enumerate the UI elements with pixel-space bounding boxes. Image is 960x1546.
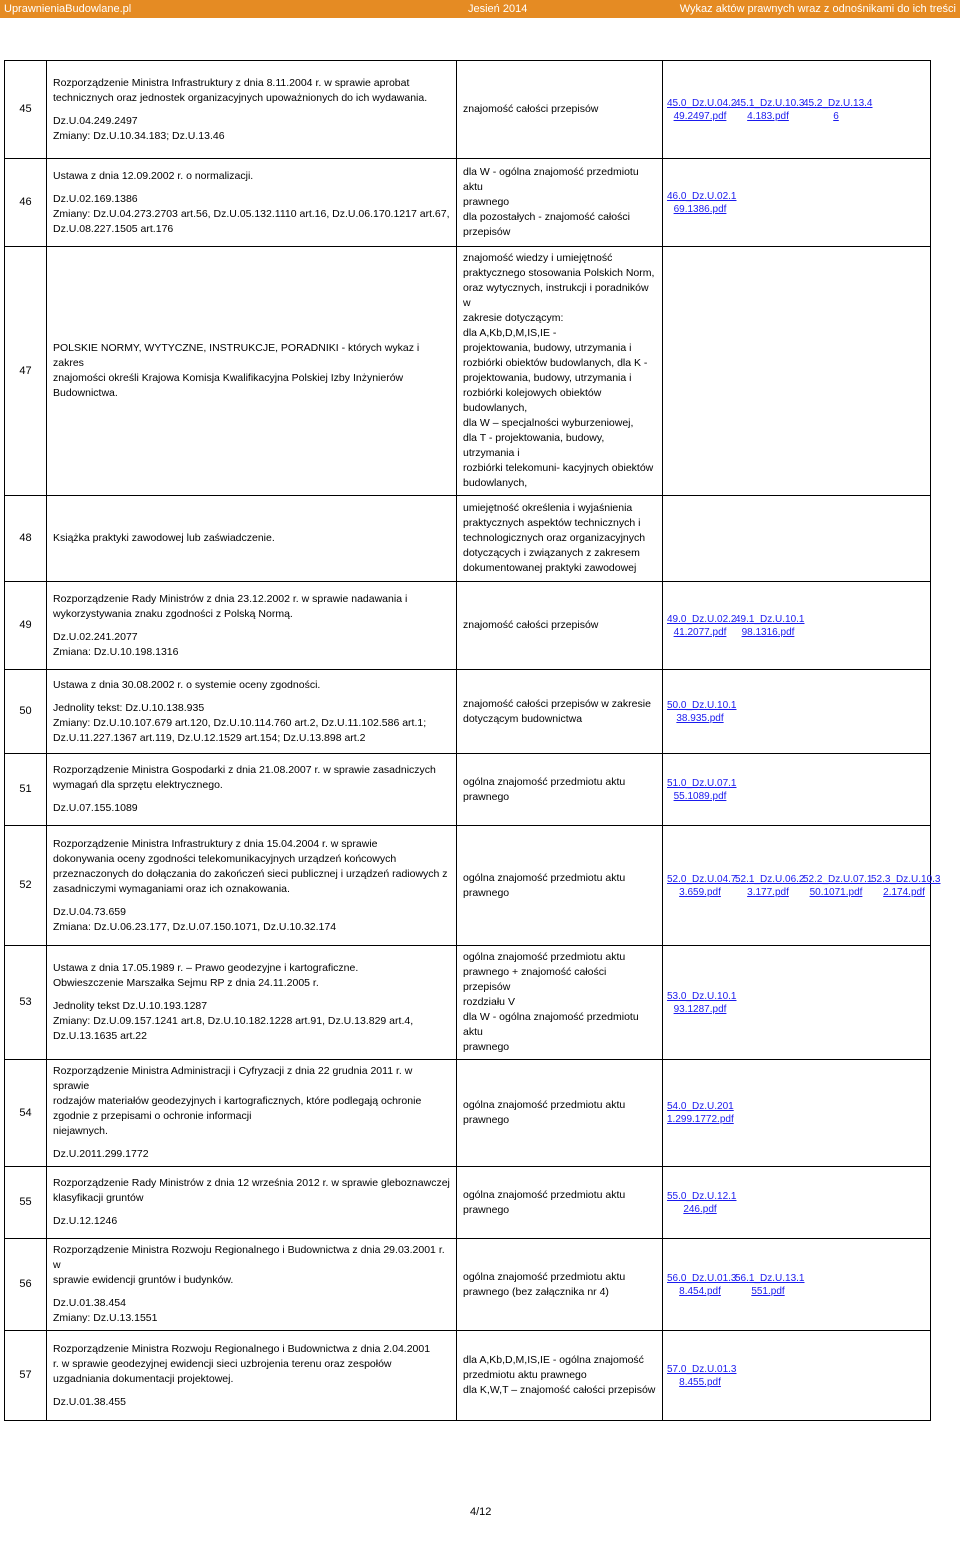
table-row [5, 159, 931, 247]
knowledge-scope [457, 1060, 663, 1167]
document-links [663, 946, 931, 1060]
table-row [5, 61, 931, 159]
act-description [47, 1167, 457, 1239]
row-number: 57 [5, 1331, 47, 1421]
table-row [5, 582, 931, 670]
act-description [47, 61, 457, 159]
row-number: 46 [5, 159, 47, 247]
knowledge-scope [457, 1239, 663, 1331]
act-description [47, 1060, 457, 1167]
table-row [5, 496, 931, 582]
pdf-link[interactable]: 57.0_Dz.U.01.3 8.455.pdf [667, 1363, 737, 1388]
pdf-link[interactable]: 45.1_Dz.U.10.3 4.183.pdf [735, 97, 805, 122]
act-description [47, 582, 457, 670]
scope-text: dla W - ogólna znajomość przedmiotu aktu prawnego dla pozostałych - znajomość całości przepisów [463, 166, 639, 238]
row-number: 48 [5, 496, 47, 582]
knowledge-scope [457, 670, 663, 754]
row-number: 54 [5, 1060, 47, 1167]
act-description [47, 1331, 457, 1421]
act-text: Dz.U.2011.299.1772 [53, 1148, 149, 1160]
act-text: Dz.U.07.155.1089 [53, 802, 138, 814]
act-text: Dz.U.04.73.659 Zmiana: Dz.U.06.23.177, Dz.U.07.150.1071, Dz.U.10.32.174 [53, 905, 337, 933]
pdf-link[interactable]: 56.0_Dz.U.01.3 8.454.pdf [667, 1272, 737, 1297]
act-text: Jednolity tekst: Dz.U.10.138.935 Zmiany: Dz.U.10.107.679 art.120, Dz.U.10.114.760 art.2, Dz.U.11.102.586 art.1; Dz.U.11.227.1367 art.119, Dz.U.12.1529 art.154; Dz.U.13.898 art.2 [53, 701, 427, 744]
act-text: Dz.U.12.1246 [53, 1215, 118, 1227]
pdf-link[interactable]: 54.0_Dz.U.201 1.299.1772.pdf [667, 1101, 734, 1125]
knowledge-scope [457, 754, 663, 826]
act-description [47, 159, 457, 247]
table-row [5, 670, 931, 754]
act-text: Rozporządzenie Ministra Administracji i Cyfryzacji z dnia 22 grudnia 2011 r. w sprawie rodzajów materiałów geodezyjnych i kartograficznych, które podlegają ochronie zgodnie z przepisami o ochronie informacji niejawnych. [53, 1065, 422, 1137]
act-text: Jednolity tekst Dz.U.10.193.1287 Zmiany: Dz.U.09.157.1241 art.8, Dz.U.10.182.1228 art.91, Dz.U.13.829 art.4, Dz.U.13.1635 art.22 [53, 1000, 414, 1042]
act-text: Rozporządzenie Rady Ministrów z dnia 12 września 2012 r. w sprawie gleboznawczej klasyfikacji gruntów [53, 1177, 450, 1204]
act-description [47, 496, 457, 582]
scope-text: ogólna znajomość przedmiotu aktu prawnego + znajomość całości przepisów rozdziału V dla W - ogólna znajomość przedmiotu aktu prawnego [463, 951, 639, 1053]
document-links [663, 496, 931, 582]
scope-text: ogólna znajomość przedmiotu aktu prawnego [463, 871, 626, 899]
document-links [663, 61, 931, 159]
scope-text: ogólna znajomość przedmiotu aktu prawnego [463, 775, 626, 803]
act-description [47, 826, 457, 946]
row-number: 52 [5, 826, 47, 946]
pdf-link[interactable]: 53.0_Dz.U.10.1 93.1287.pdf [667, 990, 737, 1015]
table-row [5, 946, 931, 1060]
row-number: 56 [5, 1239, 47, 1331]
knowledge-scope [457, 1331, 663, 1421]
table-row [5, 1239, 931, 1331]
row-number: 47 [5, 247, 47, 496]
pdf-link[interactable]: 52.1_Dz.U.06.2 3.177.pdf [735, 873, 805, 898]
pdf-link[interactable]: 46.0_Dz.U.02.1 69.1386.pdf [667, 190, 737, 215]
pdf-link[interactable]: 50.0_Dz.U.10.1 38.935.pdf [667, 699, 737, 724]
act-text: Dz.U.02.241.2077 Zmiana: Dz.U.10.198.1316 [53, 630, 179, 658]
document-links [663, 826, 941, 946]
scope-text: dla A,Kb,D,M,IS,IE - ogólna znajomość przedmiotu aktu prawnego dla K,W,T – znajomość całości przepisów [463, 1354, 656, 1396]
act-description [47, 1239, 457, 1331]
pdf-link[interactable]: 52.3_Dz.U.10.3 2.174.pdf [871, 873, 941, 898]
document-links [663, 1060, 931, 1167]
pdf-link[interactable]: 49.1_Dz.U.10.1 98.1316.pdf [735, 613, 805, 638]
legal-acts-table [4, 60, 941, 1421]
document-links [663, 670, 931, 754]
row-number: 45 [5, 61, 47, 159]
pdf-link[interactable]: 45.0_Dz.U.04.2 49.2497.pdf [667, 97, 737, 122]
act-text: Dz.U.01.38.455 [53, 1395, 126, 1408]
header-bar [0, 0, 960, 18]
row-number: 55 [5, 1167, 47, 1239]
site-name: UprawnieniaBudowlane.pl [4, 3, 132, 15]
pdf-link[interactable]: 52.0_Dz.U.04.7 3.659.pdf [667, 873, 737, 898]
act-text: Dz.U.04.249.2497 Zmiany: Dz.U.10.34.183; Dz.U.13.46 [53, 114, 225, 142]
act-text: Rozporządzenie Ministra Rozwoju Regionalnego i Budownictwa z dnia 2.04.2001 r. w sprawie geodezyjnej ewidencji sieci uzbrojenia terenu oraz zespołów uzgadniania dokumentacji projektowej. [53, 1342, 431, 1385]
pdf-link[interactable]: 49.0_Dz.U.02.2 41.2077.pdf [667, 613, 737, 638]
act-text: Rozporządzenie Ministra Rozwoju Regionalnego i Budownictwa z dnia 29.03.2001 r. w sprawie ewidencji gruntów i budynków. [53, 1244, 445, 1286]
knowledge-scope [457, 582, 663, 670]
act-description [47, 754, 457, 826]
knowledge-scope [457, 247, 663, 496]
act-description [47, 946, 457, 1060]
act-description [47, 247, 457, 496]
scope-text: znajomość całości przepisów [463, 619, 599, 631]
pdf-link[interactable]: 52.2_Dz.U.07.1 50.1071.pdf [803, 873, 873, 898]
table-row [5, 754, 931, 826]
table-row [5, 1331, 931, 1421]
row-number: 50 [5, 670, 47, 754]
scope-text: ogólna znajomość przedmiotu aktu prawnego [463, 1188, 626, 1216]
act-text: Dz.U.01.38.454 Zmiany: Dz.U.13.1551 [53, 1297, 158, 1324]
document-links [663, 159, 931, 247]
row-number: 51 [5, 754, 47, 826]
table-row [5, 1167, 931, 1239]
document-links [663, 754, 931, 826]
act-text: Rozporządzenie Ministra Infrastruktury z dnia 8.11.2004 r. w sprawie aprobat technicznych oraz jednostek organizacyjnych upoważnionych do ich wydawania. [53, 76, 428, 104]
row-number: 49 [5, 582, 47, 670]
season-label: Jesień 2014 [468, 3, 528, 15]
knowledge-scope [457, 1167, 663, 1239]
act-text: Rozporządzenie Ministra Gospodarki z dnia 21.08.2007 r. w sprawie zasadniczych wymagań dla sprzętu elektrycznego. [53, 764, 436, 791]
knowledge-scope [457, 61, 663, 159]
knowledge-scope [457, 496, 663, 582]
knowledge-scope [457, 826, 663, 946]
act-text: Rozporządzenie Rady Ministrów z dnia 23.12.2002 r. w sprawie nadawania i wykorzystywania znaku zgodności z Polską Normą. [53, 592, 408, 620]
page-number: 4/12 [470, 1506, 492, 1518]
document-title: Wykaz aktów prawnych wraz z odnośnikami do ich treści [679, 3, 956, 15]
document-links [663, 1167, 931, 1239]
knowledge-scope [457, 946, 663, 1060]
scope-text: ogólna znajomość przedmiotu aktu prawnego [463, 1099, 626, 1126]
act-text: Książka praktyki zawodowej lub zaświadczenie. [53, 532, 275, 544]
pdf-link[interactable]: 45.2_Dz.U.13.4 6 [803, 97, 873, 122]
table-row [5, 247, 931, 496]
pdf-link[interactable]: 56.1_Dz.U.13.1 551.pdf [735, 1272, 805, 1297]
scope-text: znajomość całości przepisów w zakresie dotyczącym budownictwa [463, 697, 651, 725]
pdf-link[interactable]: 51.0_Dz.U.07.1 55.1089.pdf [667, 777, 737, 802]
pdf-link[interactable]: 55.0_Dz.U.12.1 246.pdf [667, 1190, 737, 1215]
scope-text: umiejętność określenia i wyjaśnienia praktycznych aspektów technicznych i technologicznych oraz organizacyjnych dotyczących i związanych z zakresem dokumentowanej praktyki zawodowej [463, 502, 646, 574]
row-number: 53 [5, 946, 47, 1060]
document-links [663, 582, 931, 670]
act-text: Rozporządzenie Ministra Infrastruktury z dnia 15.04.2004 r. w sprawie dokonywania oceny zgodności telekomunikacyjnych urządzeń końcowych przeznaczonych do dołączania do zakończeń sieci publicznej i urządzeń radiowych z zasadniczymi wymaganiami oraz ich oznakowania. [53, 837, 448, 895]
act-text: POLSKIE NORMY, WYTYCZNE, INSTRUKCJE, PORADNIKI - których wykaz i zakres znajomości określi Krajowa Komisja Kwalifikacyjna Polskiej Izby Inżynierów Budownictwa. [53, 342, 420, 399]
document-links [663, 1239, 931, 1331]
act-description [47, 670, 457, 754]
scope-text: ogólna znajomość przedmiotu aktu prawnego (bez załącznika nr 4) [463, 1270, 626, 1298]
table-row [5, 1060, 931, 1167]
scope-text: znajomość wiedzy i umiejętność praktycznego stosowania Polskich Norm, oraz wytycznych, instrukcji i poradników w zakresie dotyczącym: dla A,Kb,D,M,IS,IE - projektowania, budowy, utrzymania i rozbiórki obiektów budowlanych, dla K - projektowania, budowy, utrzymania i rozbiórki kolejowych obiektów budowlanych, dla W – specjalności wyburzeniowej, dla T - projektowania, budowy, utrzymania i rozbiórki telekomuni- kacyjnych obiektów budowlanych, [463, 252, 655, 489]
document-links [663, 1331, 931, 1421]
document-links [663, 247, 931, 496]
act-text: Dz.U.02.169.1386 Zmiany: Dz.U.04.273.2703 art.56, Dz.U.05.132.1110 art.16, Dz.U.06.170.1217 art.67, Dz.U.08.227.1505 art.176 [53, 192, 450, 235]
knowledge-scope [457, 159, 663, 247]
act-text: Ustawa z dnia 30.08.2002 r. o systemie oceny zgodności. [53, 678, 321, 691]
scope-text: znajomość całości przepisów [463, 103, 599, 115]
table-row [5, 826, 931, 946]
act-text: Ustawa z dnia 17.05.1989 r. – Prawo geodezyjne i kartograficzne. Obwieszczenie Marszałka Sejmu RP z dnia 24.11.2005 r. [53, 962, 359, 989]
act-text: Ustawa z dnia 12.09.2002 r. o normalizacji. [53, 169, 254, 182]
